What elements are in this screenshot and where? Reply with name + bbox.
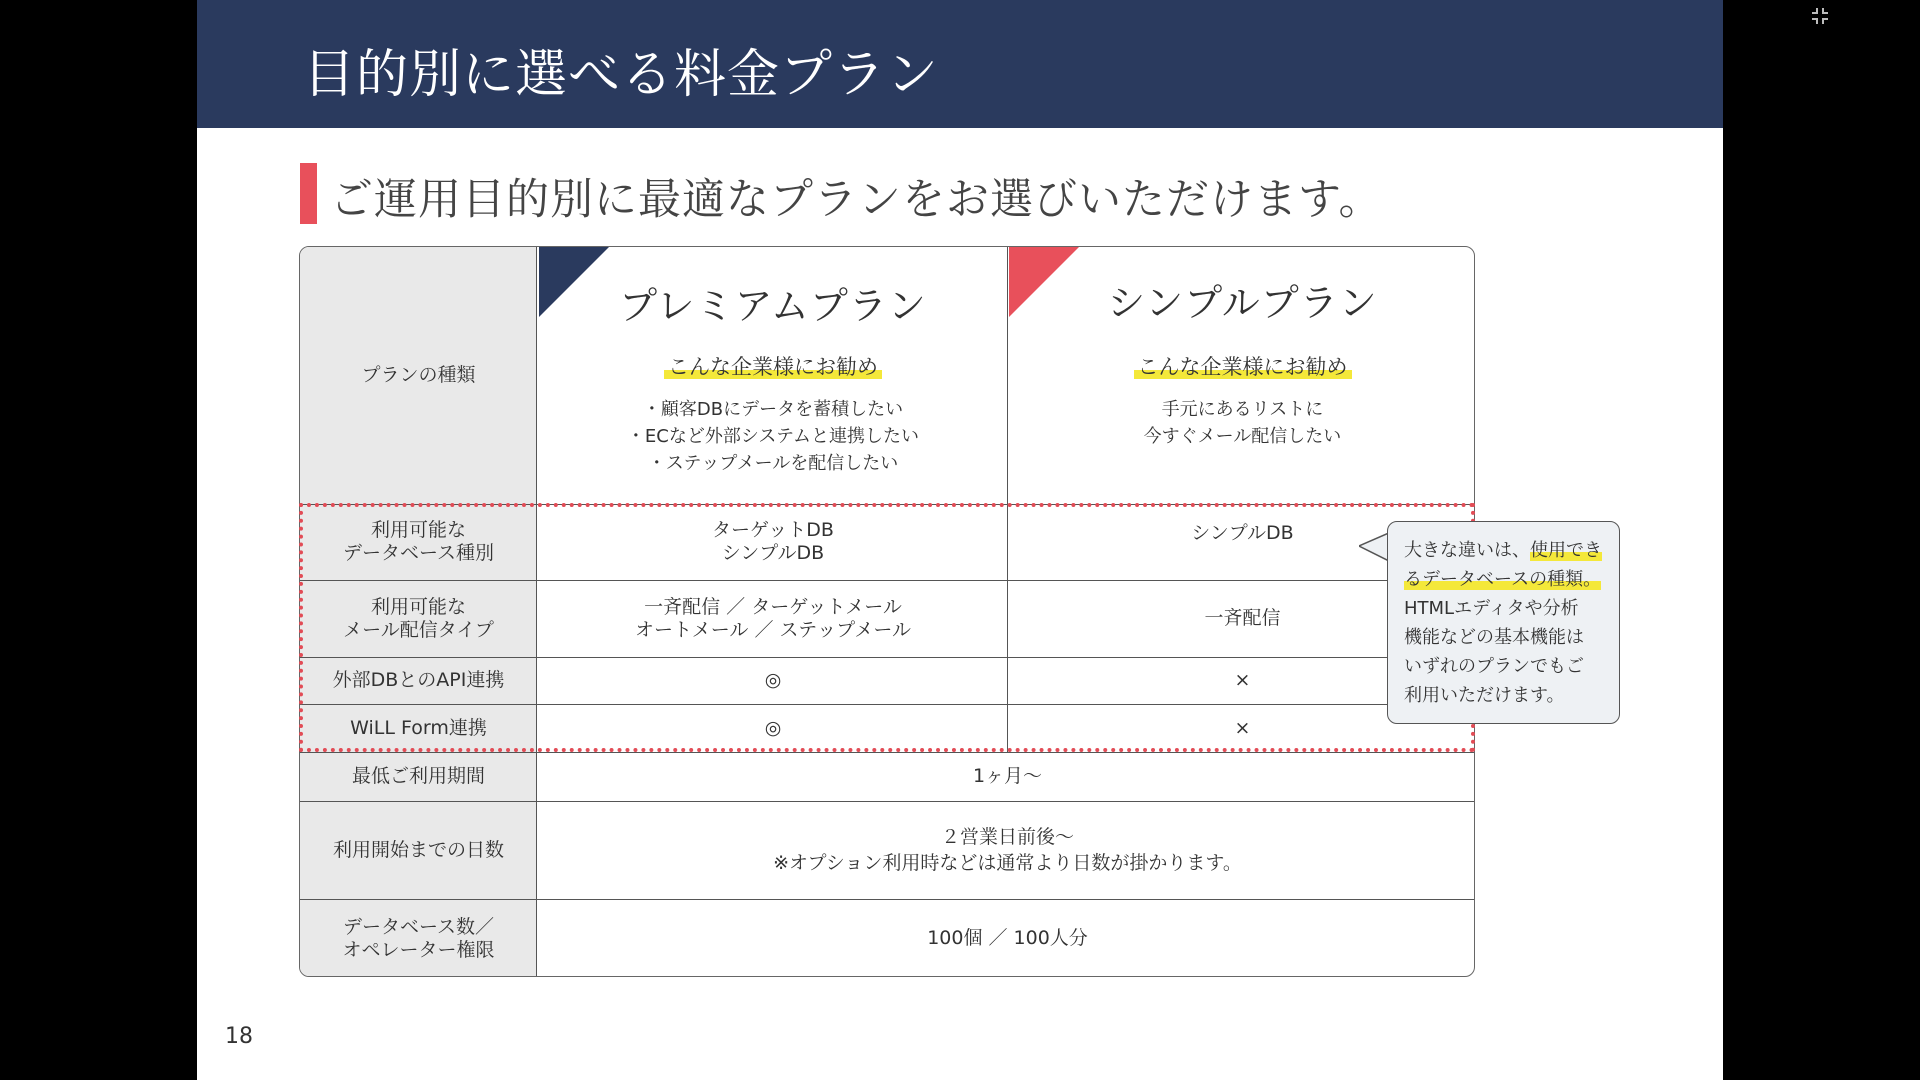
start-days-value: ２営業日前後〜 ※オプション利用時などは通常より日数が掛かります。	[773, 826, 1242, 874]
row-label-min-period: 最低ご利用期間	[351, 765, 485, 787]
subtitle: ご運用目的別に最適なプランをお選びいただけます。	[330, 175, 1383, 225]
simple-db-types: シンプルDB	[1191, 522, 1294, 544]
page-title: 目的別に選べる料金プラン	[303, 45, 940, 105]
header-bar	[197, 0, 1723, 128]
simple-plan-title: シンプルプラン	[1107, 281, 1378, 325]
slide	[197, 0, 1723, 1080]
simple-api: ×	[1234, 669, 1251, 691]
subtitle-accent-bar	[300, 163, 317, 224]
row-label-db-count: データベース数／ オペレーター権限	[342, 915, 495, 961]
premium-api: ◎	[764, 669, 782, 691]
simple-mail-types: 一斉配信	[1204, 607, 1281, 629]
row-label-will-form: WiLL Form連携	[350, 716, 487, 739]
premium-will-form: ◎	[764, 716, 782, 739]
row-label-api: 外部DBとのAPI連携	[332, 669, 505, 691]
db-count-value: 100個 ／ 100人分	[927, 927, 1088, 949]
premium-description: ・顧客DBにデータを蓄積したい ・ECなど外部システムと連携したい ・ステップメールを配信したい	[626, 399, 920, 474]
premium-mail-types: 一斉配信 ／ ターゲットメール オートメール ／ ステップメール	[635, 595, 911, 641]
exit-fullscreen-icon[interactable]	[1811, 7, 1829, 25]
simple-description: 手元にあるリストに 今すぐメール配信したい	[1143, 399, 1342, 447]
page-number: 18	[225, 1024, 253, 1049]
row-label-db-types: 利用可能な データベース種別	[342, 519, 495, 564]
column-divider	[1007, 247, 1008, 752]
premium-db-types: ターゲットDB シンプルDB	[712, 519, 834, 564]
row-label-start-days: 利用開始までの日数	[332, 838, 504, 861]
plan-type-label: プランの種類	[361, 364, 476, 386]
premium-plan-title: プレミアムプラン	[619, 284, 927, 328]
row-label-mail-types: 利用可能な メール配信タイプ	[343, 595, 494, 641]
simple-will-form: ×	[1234, 716, 1251, 739]
plan-comparison-table	[299, 246, 1475, 977]
simple-recommend: こんな企業様にお勧め	[1009, 351, 1475, 381]
premium-recommend: こんな企業様にお勧め	[539, 351, 1007, 381]
min-period-value: 1ヶ月〜	[972, 765, 1043, 787]
difference-callout: 大きな違いは、使用でき るデータベースの種類。 HTMLエディタや分析 機能などの基本機能は いずれのプランでもご 利用いただけます。	[1387, 521, 1620, 724]
